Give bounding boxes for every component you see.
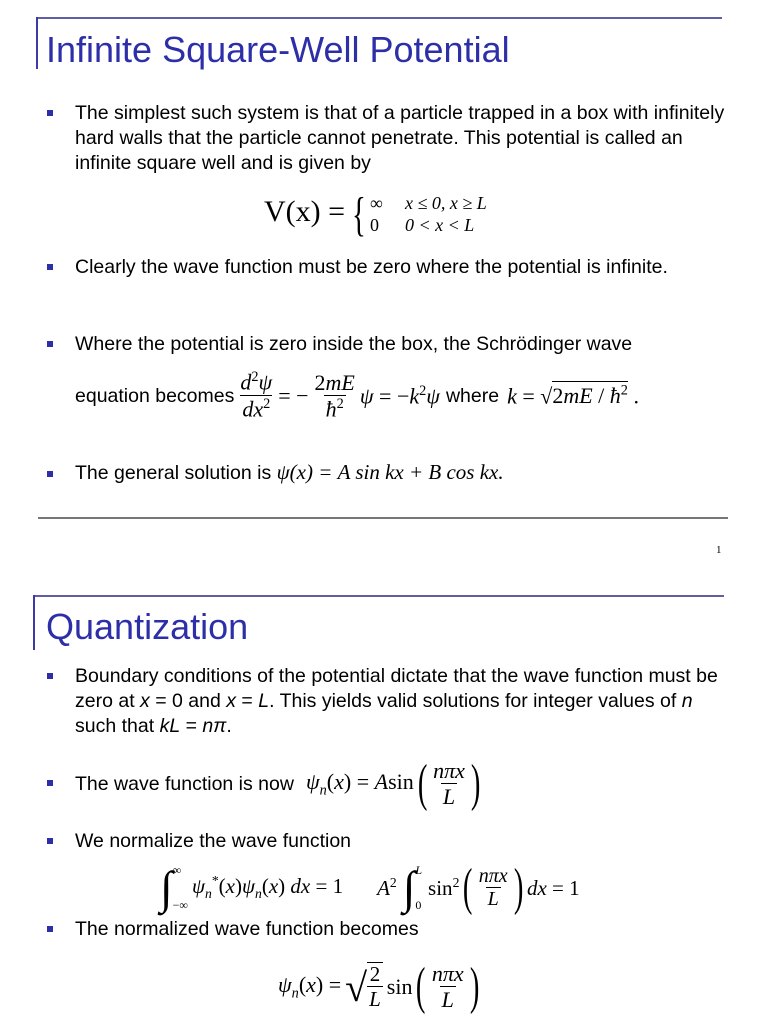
text: = <box>180 715 203 737</box>
text: = <box>236 690 259 712</box>
schrodinger-rhs: $\psi = -k^2\psi$ <box>359 382 440 409</box>
slide2-bullet-3: We normalize the wave function <box>75 830 352 852</box>
slide2-title-accent-bar <box>33 595 35 650</box>
normalization-integrand: $\psi_n^*(x)\psi_n(x)$ dx = 1 <box>191 873 344 902</box>
slide1-bullet-3-line1: Where the potential is zero inside the box, the Schrödinger wave <box>75 333 633 355</box>
bullet-marker <box>47 341 53 347</box>
var-kL: kL <box>159 715 181 737</box>
slide2-bullet-1 <box>75 664 735 739</box>
var-npi: nπ <box>202 715 227 737</box>
normalized-wave-function <box>278 956 483 1018</box>
case2-value: 0 <box>370 215 379 235</box>
slide1-top-rule <box>38 17 722 19</box>
text: Boundary conditions of the potential dictate that the wave function must be zero at <box>75 665 718 712</box>
case1-condition: x ≤ 0, x ≥ L <box>405 193 487 213</box>
bullet-marker <box>47 673 53 679</box>
bullet-marker <box>47 110 53 116</box>
bullet-marker <box>47 926 53 932</box>
slide1-title-accent-bar <box>36 17 38 69</box>
A-squared: $A^2$ <box>377 875 397 900</box>
npix-over-L-fraction: $\frac{\text{nπx}}{L}$ <box>431 960 464 1012</box>
right-paren: ) <box>470 755 481 812</box>
integral-limits: ∞ −∞ <box>172 863 188 912</box>
var-x: x <box>140 690 150 712</box>
wave-function-label: The wave function is now <box>75 772 294 795</box>
normalization-equations <box>160 858 580 918</box>
slide2-bullet-4: The normalized wave function becomes <box>75 918 419 940</box>
sin-squared: $\sin^2$ <box>428 875 460 900</box>
left-paren: ( <box>416 958 426 1015</box>
page-number: 1 <box>716 544 722 556</box>
integral-limits: L 0 <box>415 863 423 912</box>
integral-sign: ∫ <box>402 862 416 913</box>
var-n: n <box>681 690 693 712</box>
energy-fraction: $\frac{2mE}{ħ^2}$ <box>314 369 355 422</box>
var-L: L <box>258 690 270 712</box>
where-label: where <box>445 384 500 407</box>
right-paren: ) <box>469 958 480 1015</box>
slide2-top-rule <box>34 595 724 597</box>
potential-lhs: V(x) = <box>264 195 346 228</box>
wave-function-lhs: $\psi_n(x) = Asin$ <box>305 768 414 799</box>
bullet-marker <box>47 838 53 844</box>
slide1-bottom-rule <box>38 517 728 519</box>
schrodinger-equation-line <box>75 362 639 430</box>
case2-condition: 0 < x < L <box>405 215 475 235</box>
slide2-title: Quantization <box>46 606 249 647</box>
left-paren: ( <box>417 755 428 812</box>
general-solution-label: The general solution is <box>75 462 272 484</box>
npix-over-L-fraction: $\frac{\text{nπx}}{L}$ <box>433 757 465 809</box>
slide1-title: Infinite Square-Well Potential <box>46 29 510 70</box>
equation-becomes-label: equation becomes <box>75 384 235 407</box>
second-derivative-fraction: $\frac{d^2\psi}{dx^2}$ <box>240 369 273 422</box>
case1-value: ∞ <box>370 193 383 213</box>
text: . This yields valid solutions for integer values of <box>269 690 682 712</box>
text: such that <box>75 715 160 737</box>
normalized-lhs: $\psi_n(x)$ = <box>278 971 342 1002</box>
text: . <box>226 715 232 737</box>
left-paren: ( <box>463 859 473 916</box>
bullet-marker <box>47 264 53 270</box>
two-over-L-fraction: $\frac{2}{L}$ <box>369 962 381 1012</box>
text: = 0 and <box>149 690 227 712</box>
bullet-marker <box>47 471 53 477</box>
normalization-rhs: dx = 1 <box>526 875 580 900</box>
right-paren: ) <box>513 859 524 916</box>
slide2-bullet-2 <box>75 754 484 814</box>
sin-label: sin <box>386 974 413 999</box>
slide1-bullet-4 <box>75 460 504 486</box>
slide1-bullet-2: Clearly the wave function must be zero where the potential is infinite. <box>75 256 668 278</box>
general-solution-equation: ψ(x) = A sin kx + B cos kx. <box>276 460 504 484</box>
integral-sign: ∫ <box>160 862 173 913</box>
slide1-bullet-1: The simplest such system is that of a particle trapped in a box with infinitely hard walls that the particle cannot penetrate. This potential is called an infinite square well and is given by <box>75 102 725 174</box>
bullet-marker <box>47 780 53 786</box>
npix-over-L-fraction: $\frac{\text{nπx}}{L}$ <box>478 865 508 910</box>
left-brace: { <box>352 188 366 241</box>
sqrt-sign: √ <box>345 964 368 1010</box>
equals-minus: = − <box>278 383 309 408</box>
k-definition: $k = √2mE / ħ^2$ . <box>507 382 639 409</box>
var-x: x <box>226 690 236 712</box>
